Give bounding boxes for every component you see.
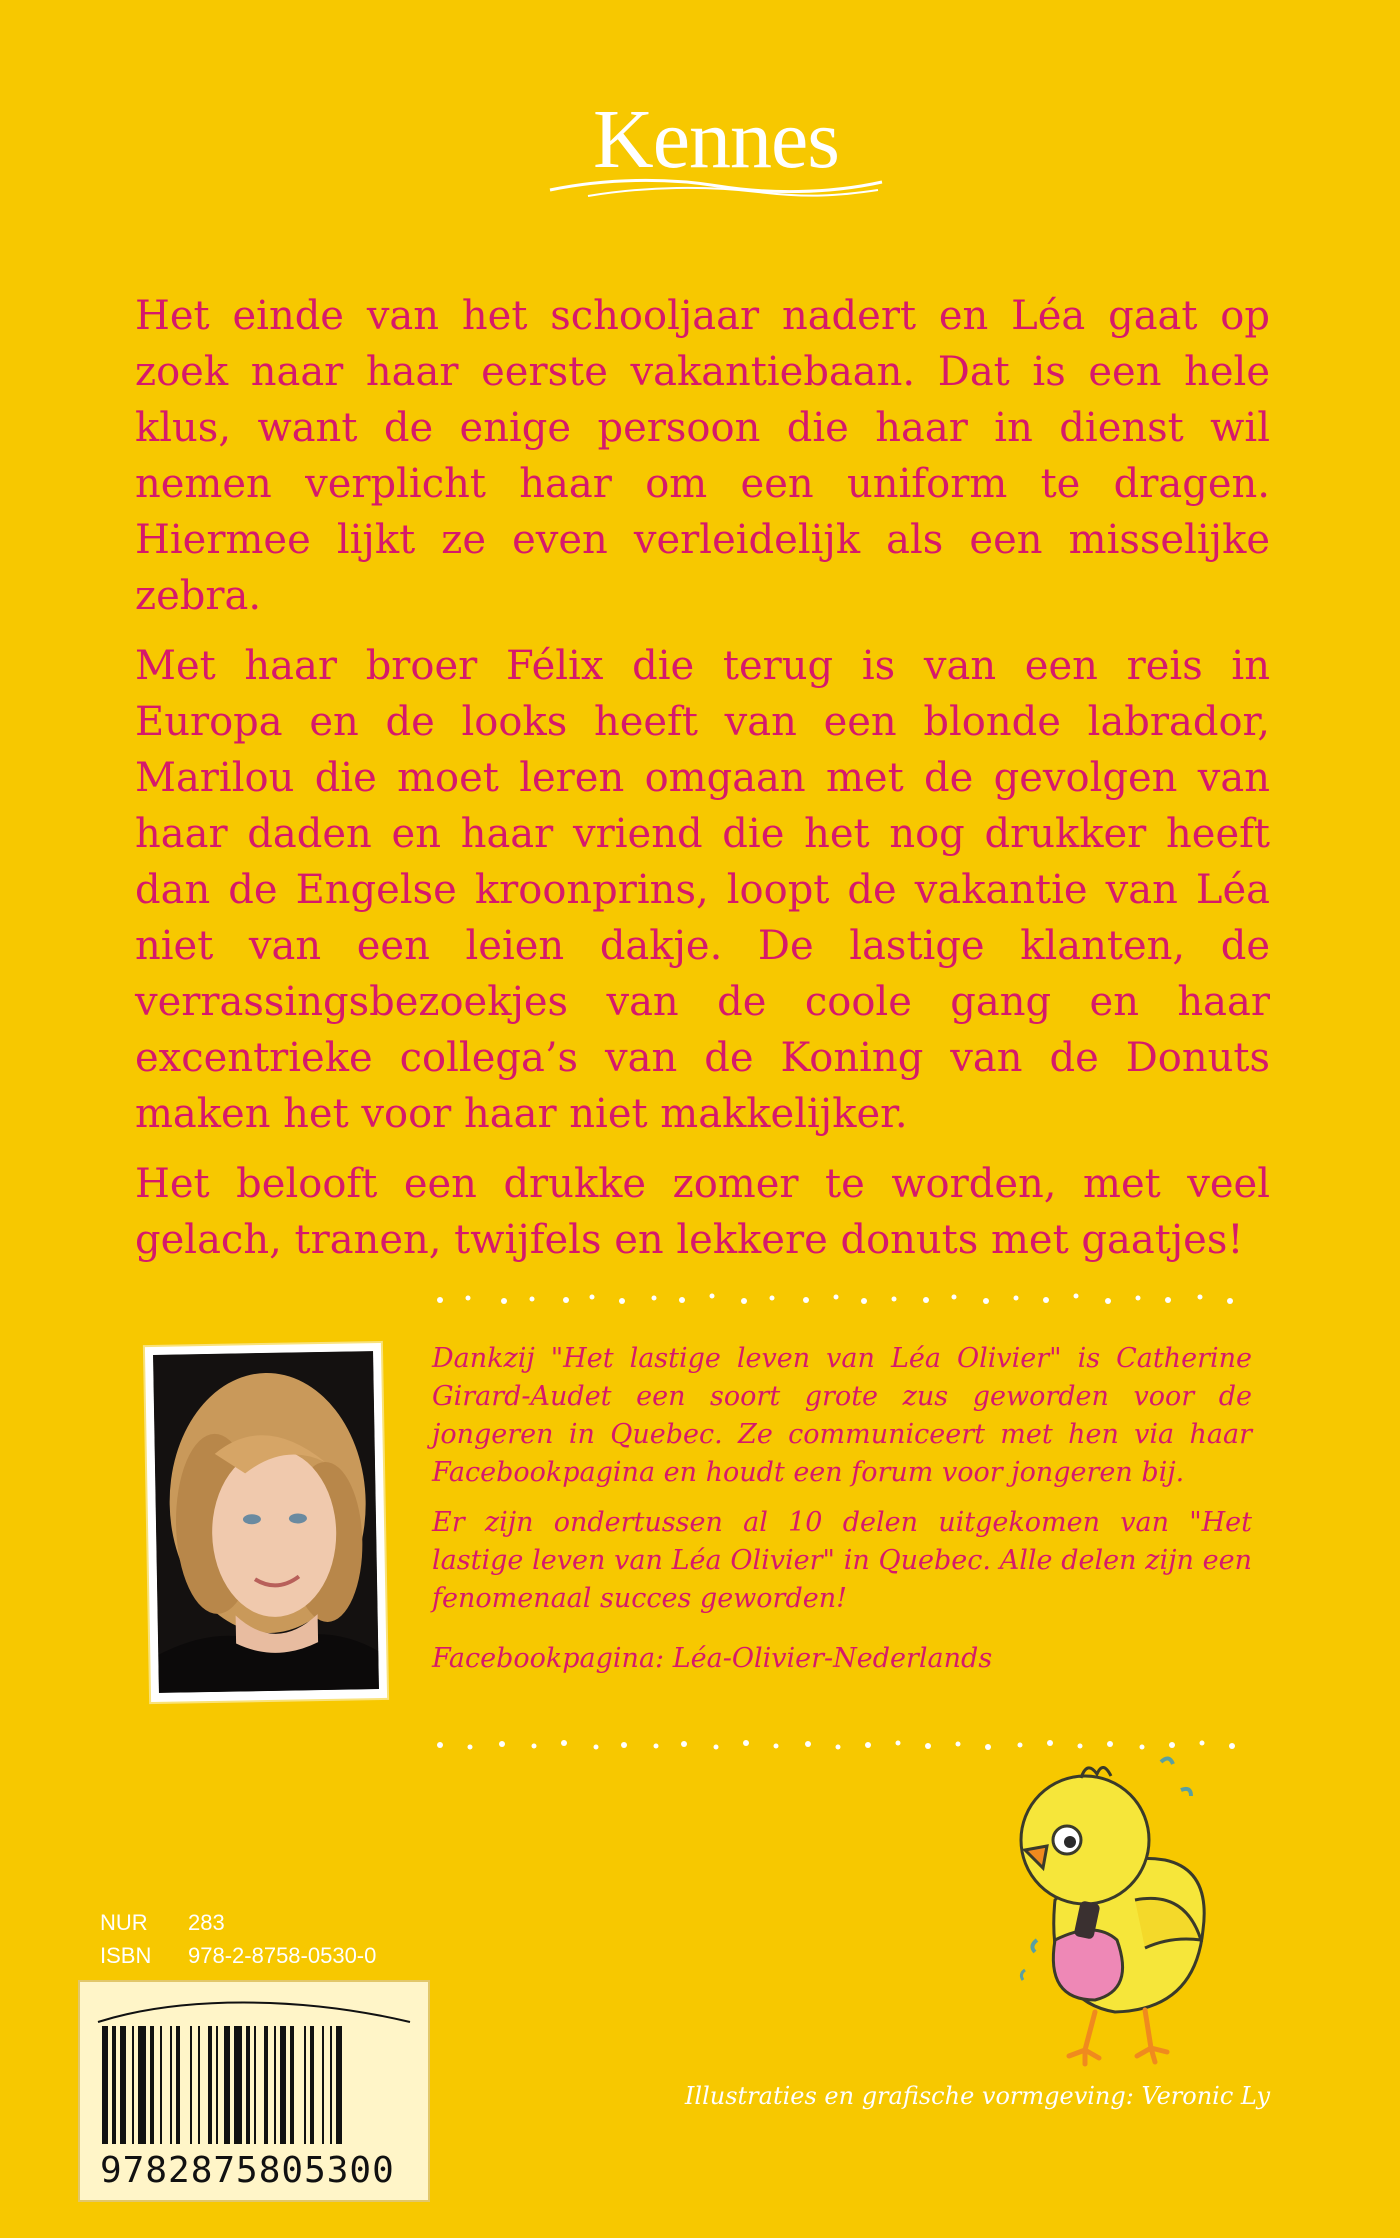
barcode-bar	[274, 2026, 276, 2144]
barcode-bar	[264, 2026, 268, 2144]
barcode-bar	[224, 2026, 230, 2144]
barcode-bar	[234, 2026, 242, 2144]
isbn-value: 978-2-8758-0530-0	[188, 1943, 377, 1968]
blurb-paragraph: Het belooft een drukke zomer te worden, met veel gelach, tranen, twijfels en lekkere donuts met gaatjes!	[135, 1161, 1270, 1263]
barcode-bar	[176, 2026, 180, 2144]
barcode-bar	[170, 2026, 172, 2144]
barcode-bar	[198, 2026, 200, 2144]
logo-wave-icon	[548, 176, 884, 198]
author-bio-paragraph: Er zijn ondertussen al 10 delen uitgekomen van "Het lastige leven van Léa Olivier" in Quebec. Alle delen zijn een fenomenaal succes geworden!	[432, 1507, 1252, 1614]
illustration-credits: Illustraties en grafische vormgeving: Veronic Ly	[684, 2082, 1270, 2110]
barcode-bar	[280, 2026, 286, 2144]
blurb-paragraph: Het einde van het schooljaar nadert en Léa gaat op zoek naar haar eerste vakantiebaan. Dat is een hele klus, want de enige persoon die haar in dienst wil nemen verplicht haar om een uniform te dragen. Hiermee lijkt ze even verleidelijk als een misselijke zebra.	[135, 293, 1270, 619]
author-bio-paragraph: Dankzij "Het lastige leven van Léa Olivier" is Catherine Girard-Audet een soort grote zus geworden voor de jongeren in Quebec. Ze communiceert met hen via haar Facebookpagina en houdt een forum voor jongeren bij.	[432, 1343, 1252, 1488]
barcode-bar	[132, 2026, 134, 2144]
barcode-bar	[216, 2026, 218, 2144]
barcode-bar	[138, 2026, 146, 2144]
barcode	[78, 1980, 430, 2202]
publisher-logo	[548, 93, 884, 198]
isbn-row	[100, 1939, 440, 1972]
barcode-bar	[246, 2026, 250, 2144]
barcode-bar	[254, 2026, 256, 2144]
barcode-bar	[102, 2026, 108, 2144]
facebook-page-text: Facebookpagina: Léa-Olivier-Nederlands	[432, 1643, 993, 1674]
barcode-bar	[190, 2026, 192, 2144]
barcode-bar	[310, 2026, 314, 2144]
barcode-bar	[290, 2026, 294, 2144]
barcode-bar	[160, 2026, 162, 2144]
author-bio	[432, 1340, 1252, 1690]
dotted-divider-top	[432, 1286, 1252, 1310]
barcode-bar	[322, 2026, 324, 2144]
chick-illustration	[985, 1750, 1225, 2080]
back-cover-blurb	[135, 288, 1270, 1282]
nur-value: 283	[188, 1910, 225, 1935]
author-photo-frame	[145, 1343, 387, 1702]
barcode-bar	[150, 2026, 154, 2144]
barcode-bar	[330, 2026, 332, 2144]
isbn-label: ISBN	[100, 1943, 152, 1968]
publisher-logo-text: Kennes	[593, 93, 839, 186]
barcode-bar	[304, 2026, 306, 2144]
barcode-bar	[336, 2026, 342, 2144]
blurb-paragraph: Met haar broer Félix die terug is van een reis in Europa en de looks heeft van een blonde labrador, Marilou die moet leren omgaan met de gevolgen van haar daden en haar vriend die het nog drukker heeft dan de Engelse kroonprins, loopt de vakantie van Léa niet van een leien dakje. De lastige klanten, de verrassingsbezoekjes van de coole gang en haar excentrieke collega’s van de Koning van de Donuts maken het voor haar niet makkelijker.	[135, 643, 1270, 1137]
nur-row	[100, 1906, 440, 1939]
barcode-bar	[112, 2026, 116, 2144]
barcode-bar	[208, 2026, 212, 2144]
barcode-digits: 9782875805300	[100, 2150, 395, 2191]
book-metadata	[100, 1906, 440, 1972]
author-photo	[153, 1351, 379, 1693]
nur-label: NUR	[100, 1910, 148, 1935]
barcode-bar	[120, 2026, 126, 2144]
